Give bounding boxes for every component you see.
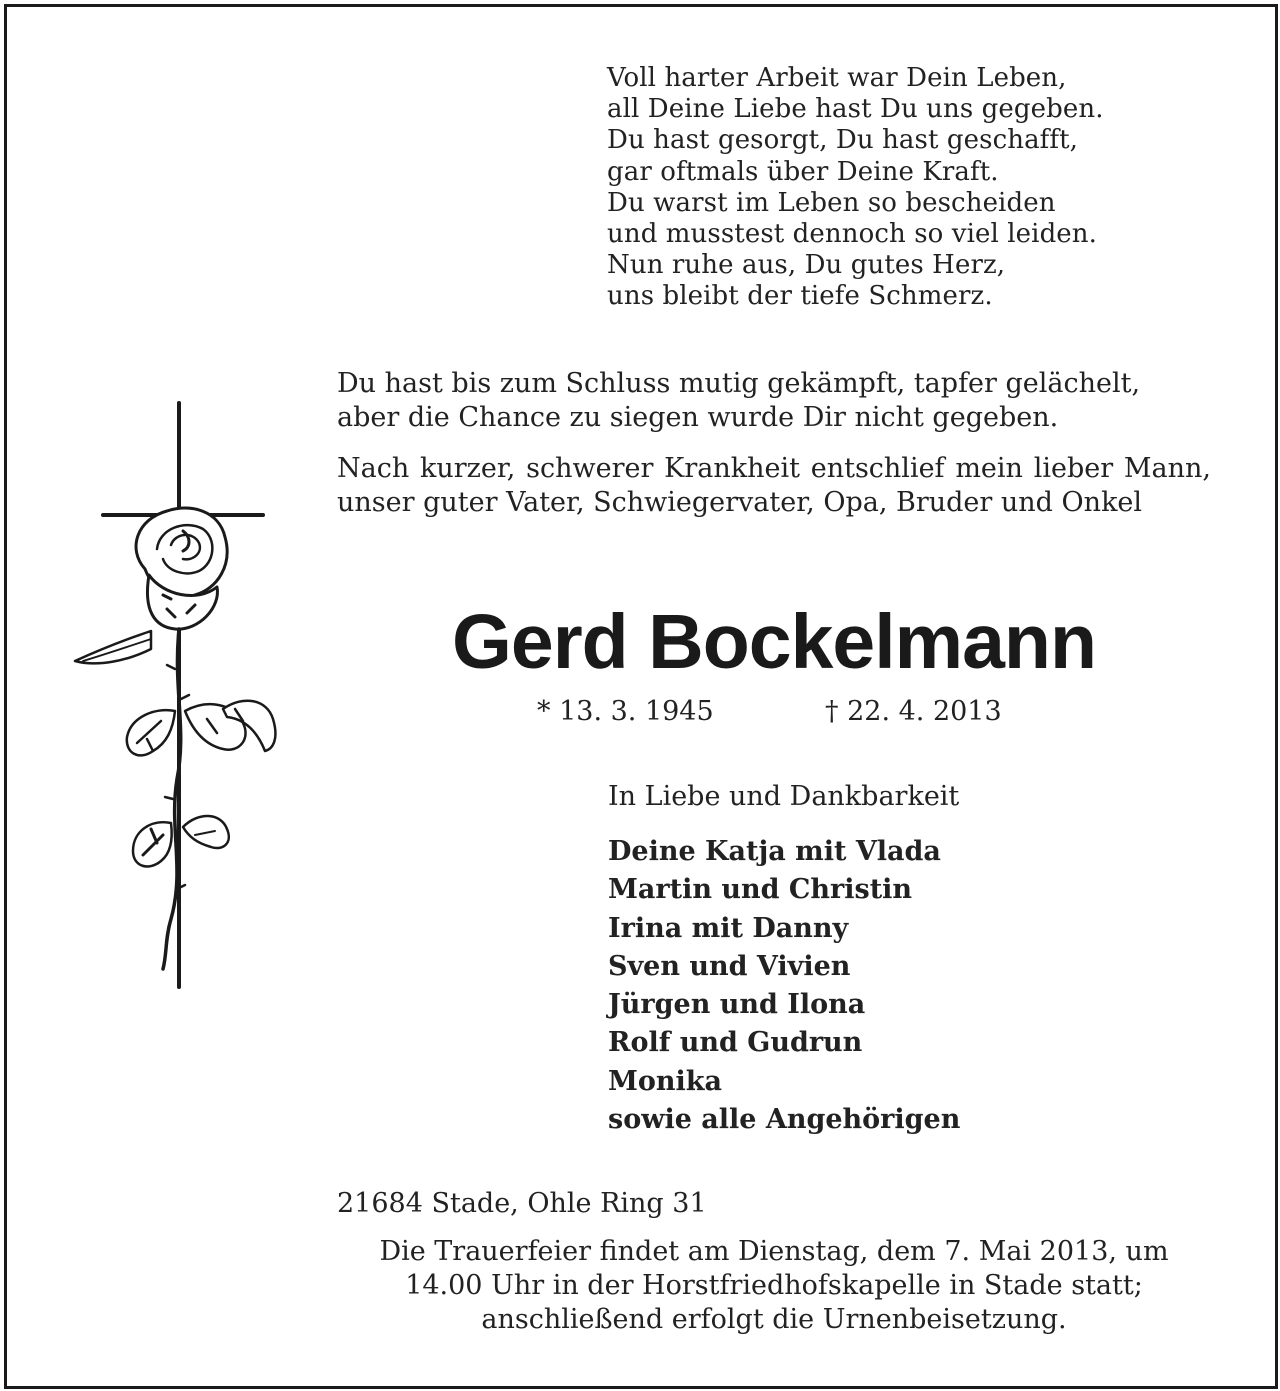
- cross-with-rose-icon: [67, 399, 287, 999]
- poem-line: und musstest dennoch so viel leiden.: [607, 219, 1098, 250]
- death-date: † 22. 4. 2013: [825, 696, 1002, 727]
- poem-line: gar oftmals über Deine Kraft.: [607, 156, 999, 187]
- poem-line: uns bleibt der tiefe Schmerz.: [607, 281, 993, 312]
- death-announcement: Nach kurzer, schwerer Krankheit entschlief mein lieber Mann, unser guter Vater, Schwiegervater, Opa, Bruder und Onkel: [337, 453, 1211, 518]
- intro-line: Du hast bis zum Schluss mutig gekämpft, tapfer gelächelt,: [337, 368, 1141, 399]
- birth-date: * 13. 3. 1945: [537, 696, 714, 727]
- mourner-entry: Martin und Christin: [608, 874, 913, 906]
- poem-line: Du hast gesorgt, Du hast geschafft,: [607, 125, 1079, 156]
- mourner-entry: Jürgen und Ilona: [608, 989, 866, 1021]
- deceased-name: Gerd Bockelmann: [452, 599, 1096, 685]
- mourner-entry: Rolf und Gudrun: [608, 1027, 863, 1059]
- mourner-entry: sowie alle Angehörigen: [608, 1104, 961, 1136]
- mourners-list: [608, 833, 960, 1139]
- mourner-entry: Irina mit Danny: [608, 912, 849, 944]
- poem-line: all Deine Liebe hast Du uns gegeben.: [607, 94, 1104, 125]
- mourner-entry: Deine Katja mit Vlada: [608, 836, 941, 867]
- intro-text: [337, 367, 1211, 435]
- closing-phrase: In Liebe und Dankbarkeit: [608, 781, 960, 812]
- family-address: 21684 Stade, Ohle Ring 31: [337, 1188, 707, 1219]
- mourner-entry: Monika: [608, 1065, 722, 1097]
- poem-line: Voll harter Arbeit war Dein Leben,: [607, 63, 1067, 93]
- poem-line: Nun ruhe aus, Du gutes Herz,: [607, 250, 1006, 281]
- poem-line: Du warst im Leben so bescheiden: [607, 187, 1056, 218]
- funeral-info: Die Trauerfeier findet am Dienstag, dem 7. Mai 2013, um 14.00 Uhr in der Horstfriedhofskapelle in Stade statt; anschließend erfolgt die Urnenbeisetzung.: [379, 1236, 1169, 1335]
- obituary-notice: [4, 4, 1278, 1389]
- mourner-entry: Sven und Vivien: [608, 950, 851, 982]
- intro-line: aber die Chance zu siegen wurde Dir nicht gegeben.: [337, 402, 1059, 433]
- memorial-poem: [607, 63, 1167, 313]
